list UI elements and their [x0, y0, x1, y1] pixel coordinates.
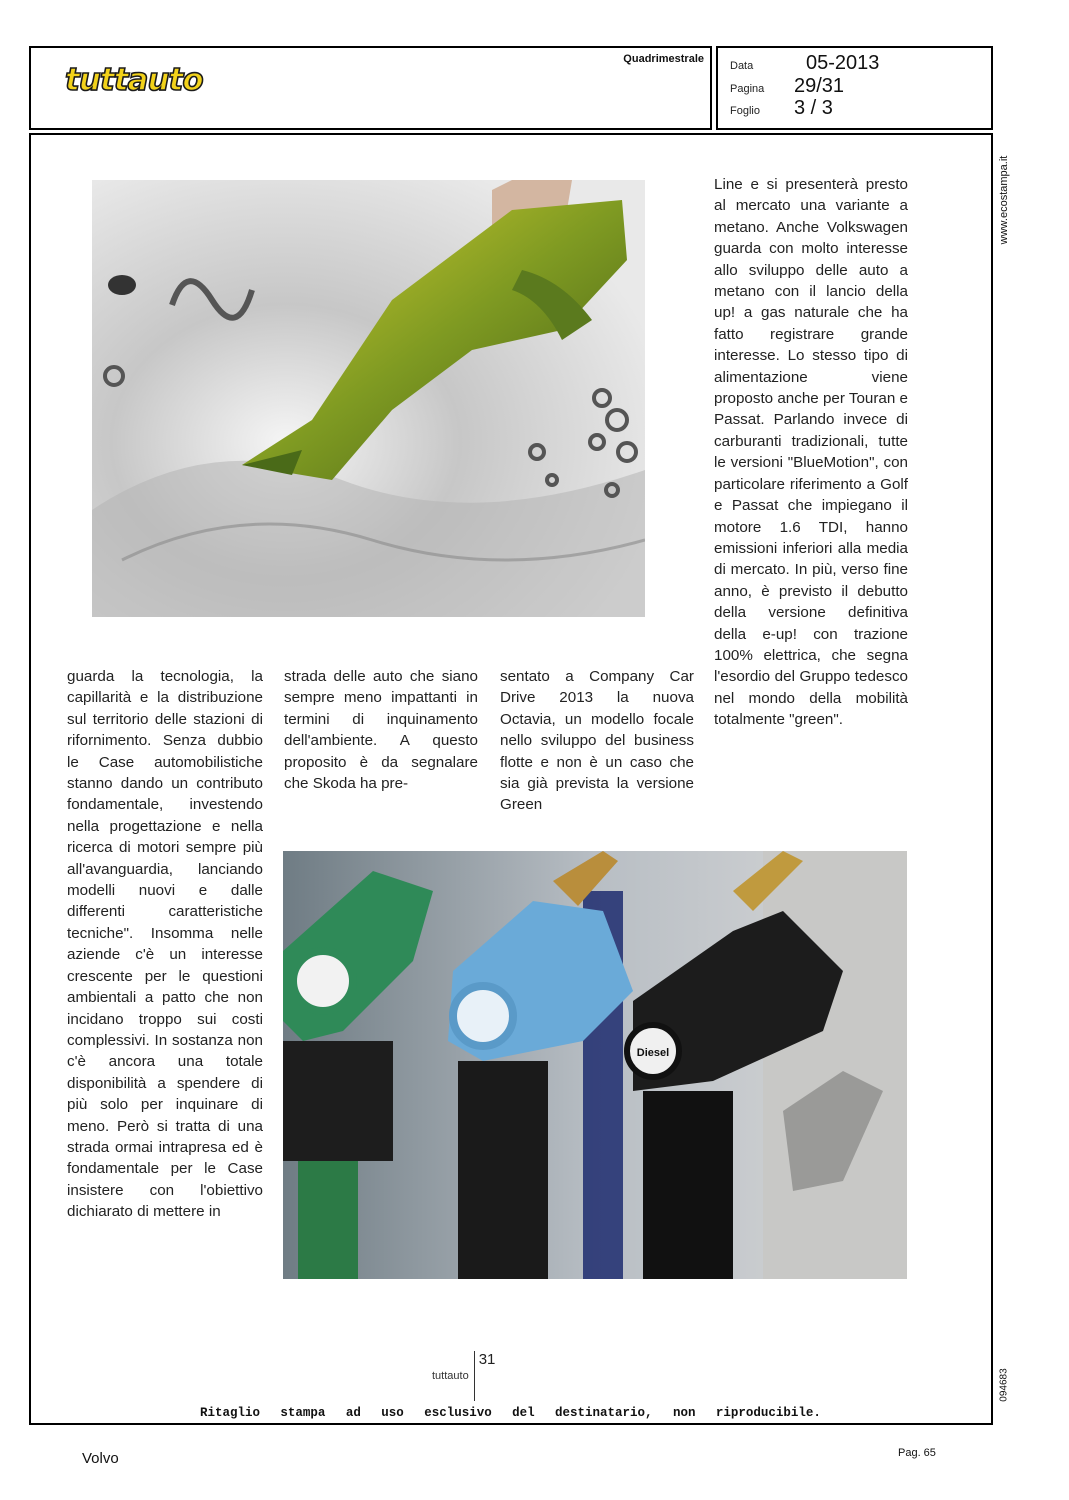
date-label: Data — [730, 60, 754, 72]
client-name: Volvo — [82, 1450, 119, 1467]
disclaimer-word: non — [672, 1406, 696, 1420]
disclaimer-word: destinatario, — [555, 1406, 653, 1420]
date-row — [730, 52, 879, 75]
footer-logo: tuttauto — [432, 1370, 469, 1382]
article-column-3 — [500, 666, 694, 816]
column-4-text: Line e si presenterà presto al mercato una variante a metano. Anche Volkswagen guarda con molto interesse allo sviluppo delle auto a metano con il lancio della up! a gas naturale che ha fatto registrare grande interesse. Lo stesso tipo di alimentazione viene proposto anche per Touran e Passat. Parlando invece di carburanti tradizionali, tutte le versioni "BlueMotion", con particolare riferimento a Golf e Passat che impiegano il motore 1.6 TDI, hanno emissioni inferiori alla media di mercato. In più, verso fine anno, è previsto il debutto della versione definitiva della e-up! con trazione 100% elettrica, che segna l'esordio del Gruppo tedesco nel mondo della mobilità totalmente "green". — [714, 176, 908, 729]
magazine-page-number: 31 — [474, 1351, 496, 1401]
diesel-label: Diesel — [636, 1047, 670, 1059]
disclaimer-word: ad — [345, 1406, 361, 1420]
disclaimer — [200, 1406, 821, 1420]
fuel-pump-nozzles-image — [283, 851, 907, 1279]
side-code: 094683 — [998, 1368, 1010, 1402]
disclaimer-word: stampa — [280, 1406, 326, 1420]
disclaimer-word: riproducibile. — [715, 1406, 821, 1420]
article-column-2 — [284, 666, 478, 794]
magazine-page-mark — [432, 1351, 495, 1401]
disclaimer-word: esclusivo — [424, 1406, 492, 1420]
masthead-box — [29, 46, 712, 130]
column-3-text: sentato a Company Car Drive 2013 la nuova Octavia, un modello focale nello sviluppo del business flotte e non è un caso che sia già prevista la versione Green — [500, 668, 694, 814]
periodicity: Quadrimestrale — [623, 53, 704, 65]
sheet-row — [730, 97, 833, 120]
green-fuel-nozzle-image — [92, 180, 645, 617]
disclaimer-word: Ritaglio — [200, 1406, 261, 1420]
date-value: 05-2013 — [806, 52, 880, 74]
page-row — [730, 75, 844, 98]
page-label: Pagina — [730, 83, 765, 95]
clipping-page-number: Pag. 65 — [898, 1447, 936, 1459]
issue-meta-box — [716, 46, 993, 130]
page-value: 29/31 — [794, 75, 845, 97]
disclaimer-word: del — [512, 1406, 535, 1420]
sheet-value: 3 / 3 — [794, 97, 833, 119]
column-1-text: guarda la tecnologia, la capillarità e la distribuzione sul territorio delle stazioni di rifornimento. Senza dubbio le Case automobilistiche stanno dando un contributo fondamentale, investendo nella progettazione e nella ricerca di motori sempre più all'avanguardia, lanciando modelli nuovi e dalle differenti caratteristiche tecniche". Insomma nelle aziende c'è un interesse crescente per le questioni ambientali a patto che non incidano troppo sui costi complessivi. In sostanza non c'è ancora una totale disponibilità a spendere di più solo per inquinare di meno. Però si tratta di una strada ormai intrapresa ed è fondamentale per le Case insistere con l'obiettivo dichiarato di mettere in — [67, 668, 263, 1221]
sheet-label: Foglio — [730, 105, 760, 117]
magazine-logo: tuttauto — [65, 62, 203, 98]
article-column-4 — [714, 174, 908, 731]
disclaimer-word: uso — [381, 1406, 404, 1420]
article-column-1 — [67, 666, 263, 1223]
column-2-text: strada delle auto che siano sempre meno impattanti in termini di inquinamento dell'ambiente. A questo proposito è da segnalare che Skoda ha pre- — [284, 668, 478, 793]
side-url: www.ecostampa.it — [998, 155, 1010, 245]
